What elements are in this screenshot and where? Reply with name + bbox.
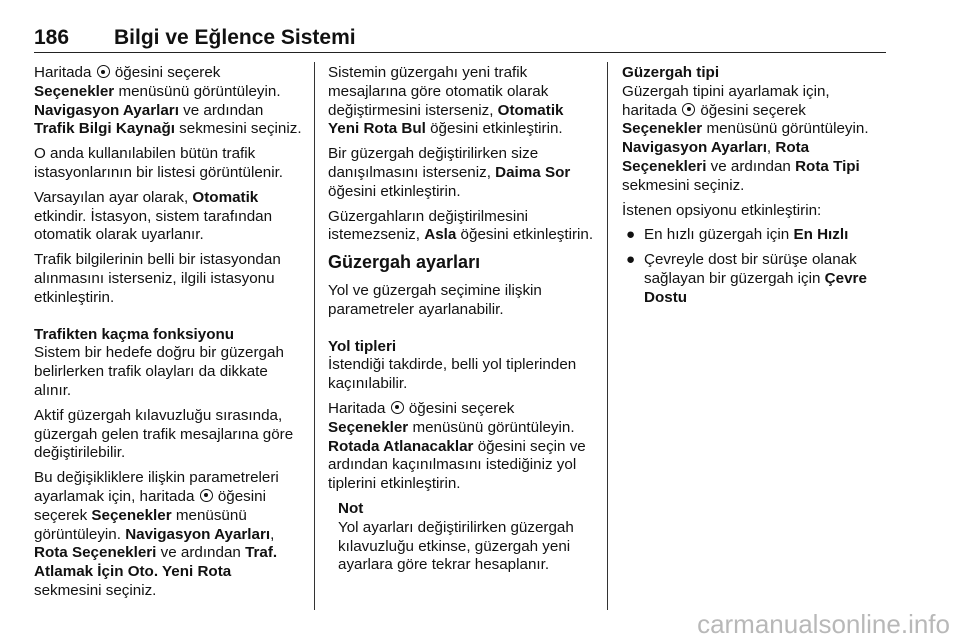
watermark: carmanualsonline.info (697, 609, 950, 639)
text: sekmesini seçiniz. (174, 120, 302, 138)
paragraph: İstenen opsiyonu etkinleştirin: (622, 201, 822, 219)
menu-term: Trafik Bilgi Kaynağı (34, 120, 175, 138)
menu-term: Navigasyon Ayarları (622, 139, 767, 157)
paragraph: Trafik bilgilerinin belli bir istasyondan alınmasını isterseniz, ilgili istasyonu etkinleştirin. (34, 251, 281, 306)
text: öğesini seçerek (34, 487, 266, 524)
page-header (34, 26, 886, 53)
menu-term: Seçenekler (34, 82, 115, 100)
text: öğesini seçin ve ardından kaçınılmasını istediğiniz yol tiplerini etkinleştirin. (328, 437, 586, 493)
menu-term: Rota Tipi (795, 157, 860, 175)
menu-term: Otomatik Yeni Rota Bul (328, 101, 564, 138)
target-icon (391, 401, 404, 414)
paragraph (328, 64, 594, 139)
menu-term: En Hızlı (793, 226, 849, 244)
target-icon (682, 103, 695, 116)
text: Varsayılan ayar olarak, (34, 188, 193, 206)
list-item (622, 226, 888, 245)
text: , (270, 525, 275, 543)
text: menüsünü görüntüleyin. (702, 120, 869, 138)
paragraph: İstendiği takdirde, belli yol tiplerinden kaçınılabilir. (328, 356, 577, 393)
subheading: Yol tipleri (328, 337, 397, 355)
paragraph (34, 469, 302, 601)
text: Bir güzergah değiştirilirken size danışılmasını isterseniz, (328, 145, 539, 181)
text: öğesini seçerek (404, 399, 515, 417)
page-title: Bilgi ve Eğlence Sistemi (114, 26, 356, 49)
text: Haritada (328, 399, 390, 417)
text: Haritada (34, 64, 96, 81)
column-3 (622, 64, 888, 314)
bullet-icon: ● (626, 251, 636, 269)
text: öğesini etkinleştirin. (328, 182, 461, 200)
column-divider (314, 62, 315, 610)
text: menüsünü görüntüleyin. (408, 418, 575, 436)
text: menüsünü görüntüleyin. (34, 506, 247, 543)
note-text: Yol ayarları değiştirilirken güzergah kılavuzluğu etkinse, güzergah yeni ayarlara göre tekrar hesaplanır. (338, 518, 574, 574)
paragraph: Aktif güzergah kılavuzluğu sırasında, güzergah gelen trafik mesajlarına göre değiştirilebilir. (34, 406, 294, 462)
menu-term: Navigasyon Ayarları (125, 525, 271, 543)
text: sekmesini seçiniz. (34, 581, 157, 599)
paragraph: Sistem bir hedefe doğru bir güzergah belirlerken trafik olayları da dikkate alınır. (34, 344, 284, 399)
text: Bu değişikliklere ilişkin parametreleri ayarlamak için, haritada (34, 469, 279, 505)
text: Çevreyle dost bir sürüşe olanak sağlayan bir güzergah için (644, 251, 857, 287)
menu-term: Çevre Dostu (644, 269, 867, 306)
target-icon (200, 489, 213, 502)
column-divider (607, 62, 608, 610)
note-box (338, 500, 594, 575)
page-number: 186 (34, 26, 70, 49)
menu-term: Seçenekler (622, 120, 703, 138)
text: öğesini seçerek (696, 101, 806, 119)
text: Güzergahların değiştirilmesini istemezseniz, (328, 207, 529, 244)
text: öğesini etkinleştirin. (425, 120, 563, 138)
menu-term: Asla (424, 226, 457, 244)
column-1 (34, 64, 302, 607)
menu-term: Rotada Atlanacaklar (328, 437, 474, 455)
text: , (766, 139, 776, 157)
text: En hızlı güzergah için (644, 226, 794, 244)
text: ve ardından (156, 544, 246, 562)
paragraph: Yol ve güzergah seçimine ilişkin parametreler ayarlanabilir. (328, 281, 542, 318)
section-title: Güzergah ayarları (328, 252, 481, 273)
text: öğesini etkinleştirin. (456, 226, 594, 244)
text: ve ardından (178, 101, 264, 119)
menu-term: Rota Seçenekleri (34, 544, 157, 562)
subheading: Trafikten kaçma fonksiyonu (34, 325, 235, 343)
text: sekmesini seçiniz. (622, 176, 745, 194)
paragraph: O anda kullanılabilen bütün trafik istasyonlarının bir listesi görüntülenir. (34, 145, 284, 181)
paragraph (34, 64, 302, 139)
menu-term: Otomatik (192, 188, 259, 206)
menu-term: Traf. Atlamak İçin Oto. Yeni Rota (34, 544, 278, 581)
paragraph (328, 145, 594, 201)
menu-term: Seçenekler (91, 506, 172, 524)
text: Güzergah tipini ayarlamak için, haritada (622, 82, 830, 119)
note-title: Not (338, 499, 364, 517)
text: etkindir. İstasyon, sistem tarafından otomatik olarak uyarlanır. (34, 207, 273, 244)
subheading: Güzergah tipi (622, 64, 720, 81)
bullet-icon: ● (626, 226, 636, 244)
option-list (622, 226, 888, 307)
text: Sistemin güzergahı yeni trafik mesajlarına göre otomatik olarak değiştirmesini isterseniz, (328, 64, 549, 119)
paragraph (34, 189, 302, 245)
target-icon (97, 65, 110, 78)
paragraph (622, 83, 888, 196)
menu-term: Rota Seçenekleri (622, 139, 810, 175)
text: ve ardından (706, 157, 796, 175)
list-item (622, 251, 888, 307)
text: menüsünü görüntüleyin. (114, 82, 281, 100)
menu-term: Navigasyon Ayarları (34, 101, 179, 119)
paragraph (328, 400, 594, 494)
column-2 (328, 64, 594, 581)
menu-term: Seçenekler (328, 418, 409, 436)
menu-term: Daima Sor (495, 163, 571, 181)
paragraph (328, 208, 594, 246)
text: öğesini seçerek (110, 64, 221, 81)
